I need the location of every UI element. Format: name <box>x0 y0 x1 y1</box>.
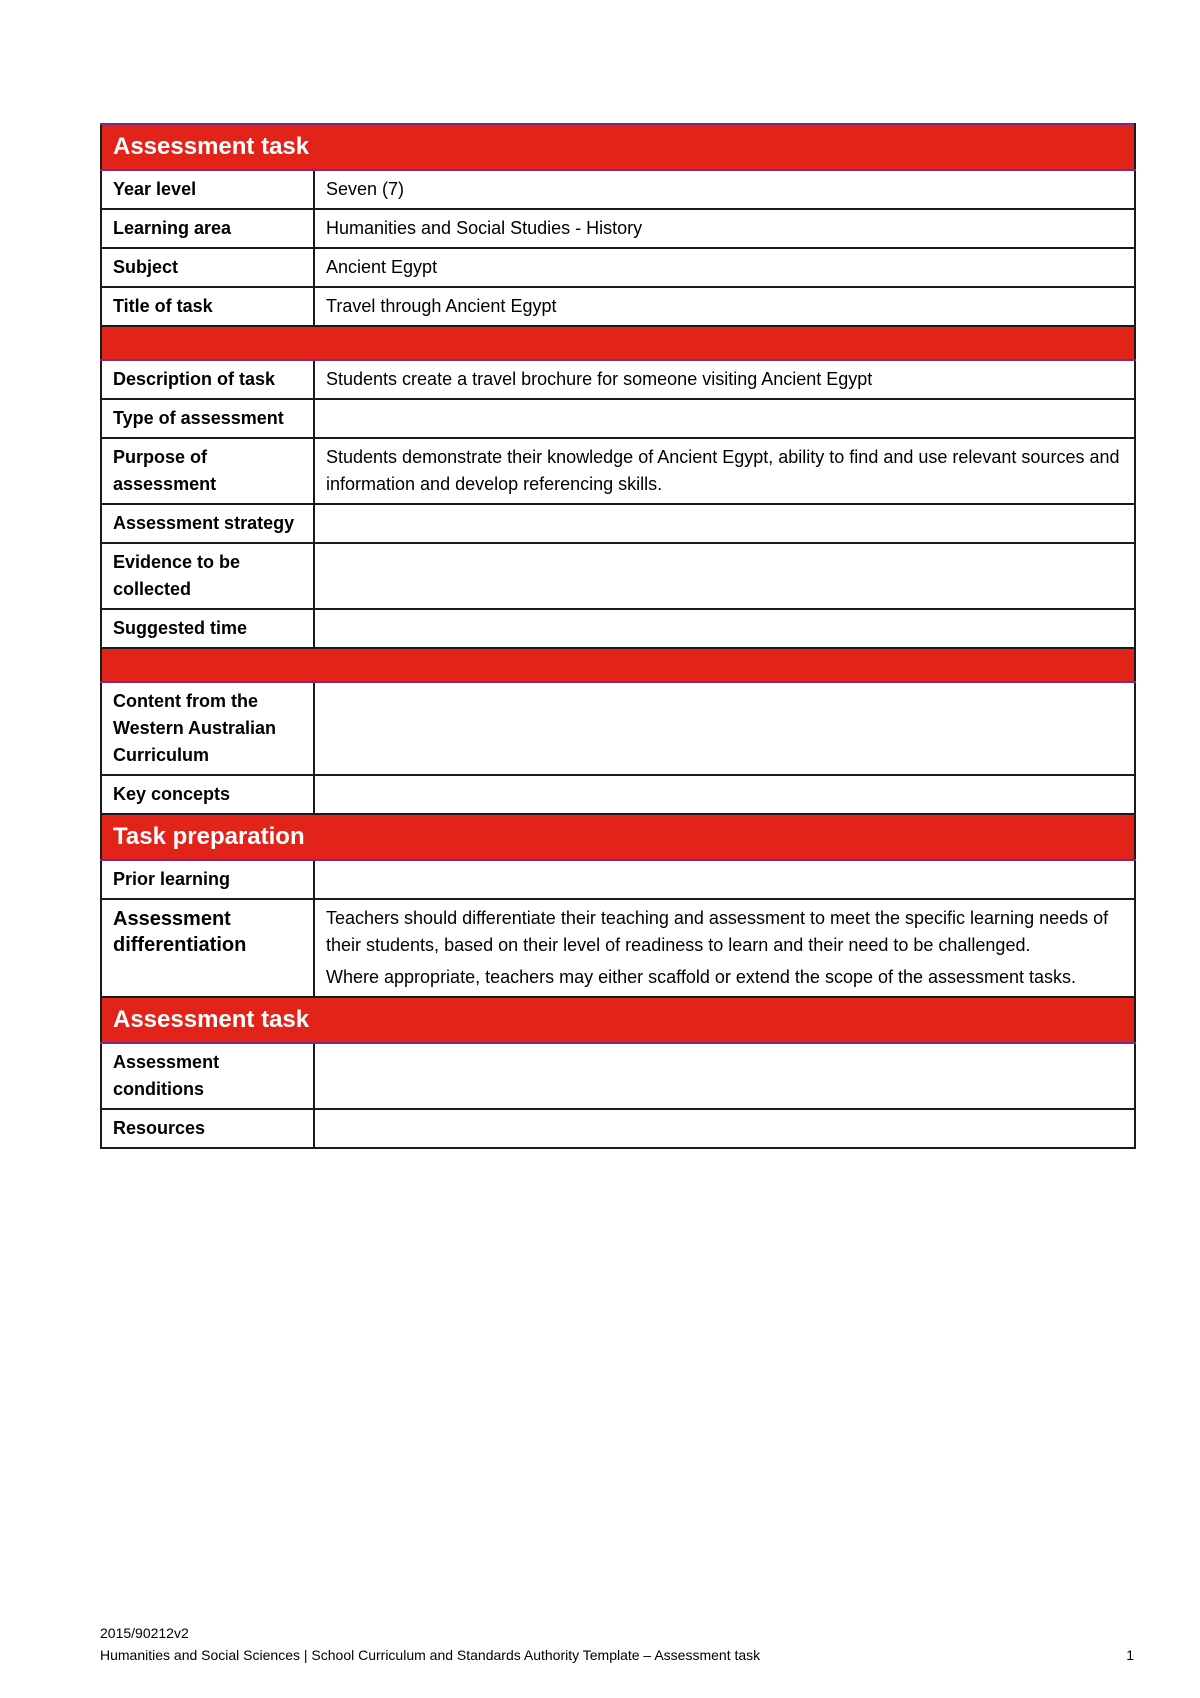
table-row-key-concepts <box>101 775 1135 814</box>
table-row-type-of-assessment <box>101 399 1135 438</box>
row-label: Purpose of assessment <box>101 438 314 504</box>
row-value: Students demonstrate their knowledge of Ancient Egypt, ability to find and use relevant sources and information and develop referencing skills. <box>314 438 1135 504</box>
row-value: Humanities and Social Studies - History <box>314 209 1135 248</box>
section-title: Task preparation <box>101 814 1135 860</box>
table-row-resources <box>101 1109 1135 1148</box>
row-value[interactable] <box>314 775 1135 814</box>
section-header-task-preparation <box>101 814 1135 860</box>
section-header-assessment-task <box>101 124 1135 170</box>
page-number: 1 <box>1126 1647 1134 1663</box>
table-row-assessment-strategy <box>101 504 1135 543</box>
row-label: Subject <box>101 248 314 287</box>
section-divider-bar <box>101 648 1135 682</box>
table-row-description-of-task <box>101 360 1135 399</box>
footer-text: Humanities and Social Sciences | School Curriculum and Standards Authority Template – Assessment task <box>100 1647 761 1663</box>
row-label: Assessment differentiation <box>101 899 314 997</box>
section-divider <box>101 326 1135 360</box>
row-label: Prior learning <box>101 860 314 899</box>
section-title: Assessment task <box>101 124 1135 170</box>
row-label: Resources <box>101 1109 314 1148</box>
page-footer <box>100 1622 1134 1666</box>
row-label: Assessment conditions <box>101 1043 314 1109</box>
table-row-subject <box>101 248 1135 287</box>
row-value[interactable] <box>314 399 1135 438</box>
row-value[interactable] <box>314 860 1135 899</box>
row-value[interactable] <box>314 543 1135 609</box>
section-divider <box>101 648 1135 682</box>
table-row-assessment-conditions <box>101 1043 1135 1109</box>
document-id: 2015/90212v2 <box>100 1625 189 1641</box>
row-value[interactable] <box>314 682 1135 775</box>
row-label: Suggested time <box>101 609 314 648</box>
table-row-learning-area <box>101 209 1135 248</box>
row-value[interactable] <box>314 609 1135 648</box>
table-row-purpose-of-assessment <box>101 438 1135 504</box>
section-divider-bar <box>101 326 1135 360</box>
row-value: Seven (7) <box>314 170 1135 209</box>
row-value: Travel through Ancient Egypt <box>314 287 1135 326</box>
footer-line <box>100 1644 1134 1666</box>
row-value[interactable] <box>314 1109 1135 1148</box>
section-title: Assessment task <box>101 997 1135 1043</box>
table-row-content-from-curriculum <box>101 682 1135 775</box>
row-label: Evidence to be collected <box>101 543 314 609</box>
row-value: Students create a travel brochure for someone visiting Ancient Egypt <box>314 360 1135 399</box>
section-header-assessment-task <box>101 997 1135 1043</box>
differentiation-paragraph: Teachers should differentiate their teaching and assessment to meet the specific learning needs of their students, based on their level of readiness to learn and their need to be challenged. <box>326 908 1109 955</box>
table-row-title-of-task <box>101 287 1135 326</box>
differentiation-paragraph: Where appropriate, teachers may either scaffold or extend the scope of the assessment tasks. <box>326 967 1077 987</box>
row-value[interactable] <box>314 504 1135 543</box>
row-label: Content from the Western Australian Curriculum <box>101 682 314 775</box>
row-label: Title of task <box>101 287 314 326</box>
row-label: Type of assessment <box>101 399 314 438</box>
assessment-task-table <box>100 123 1136 1149</box>
row-label: Learning area <box>101 209 314 248</box>
table-row-year-level <box>101 170 1135 209</box>
table-row-evidence-to-be-collected <box>101 543 1135 609</box>
table-row-assessment-differentiation <box>101 899 1135 997</box>
table-row-suggested-time <box>101 609 1135 648</box>
row-label: Key concepts <box>101 775 314 814</box>
row-value[interactable] <box>314 1043 1135 1109</box>
row-label: Year level <box>101 170 314 209</box>
row-value <box>314 899 1135 997</box>
row-label: Assessment strategy <box>101 504 314 543</box>
row-value: Ancient Egypt <box>314 248 1135 287</box>
table-row-prior-learning <box>101 860 1135 899</box>
row-label: Description of task <box>101 360 314 399</box>
